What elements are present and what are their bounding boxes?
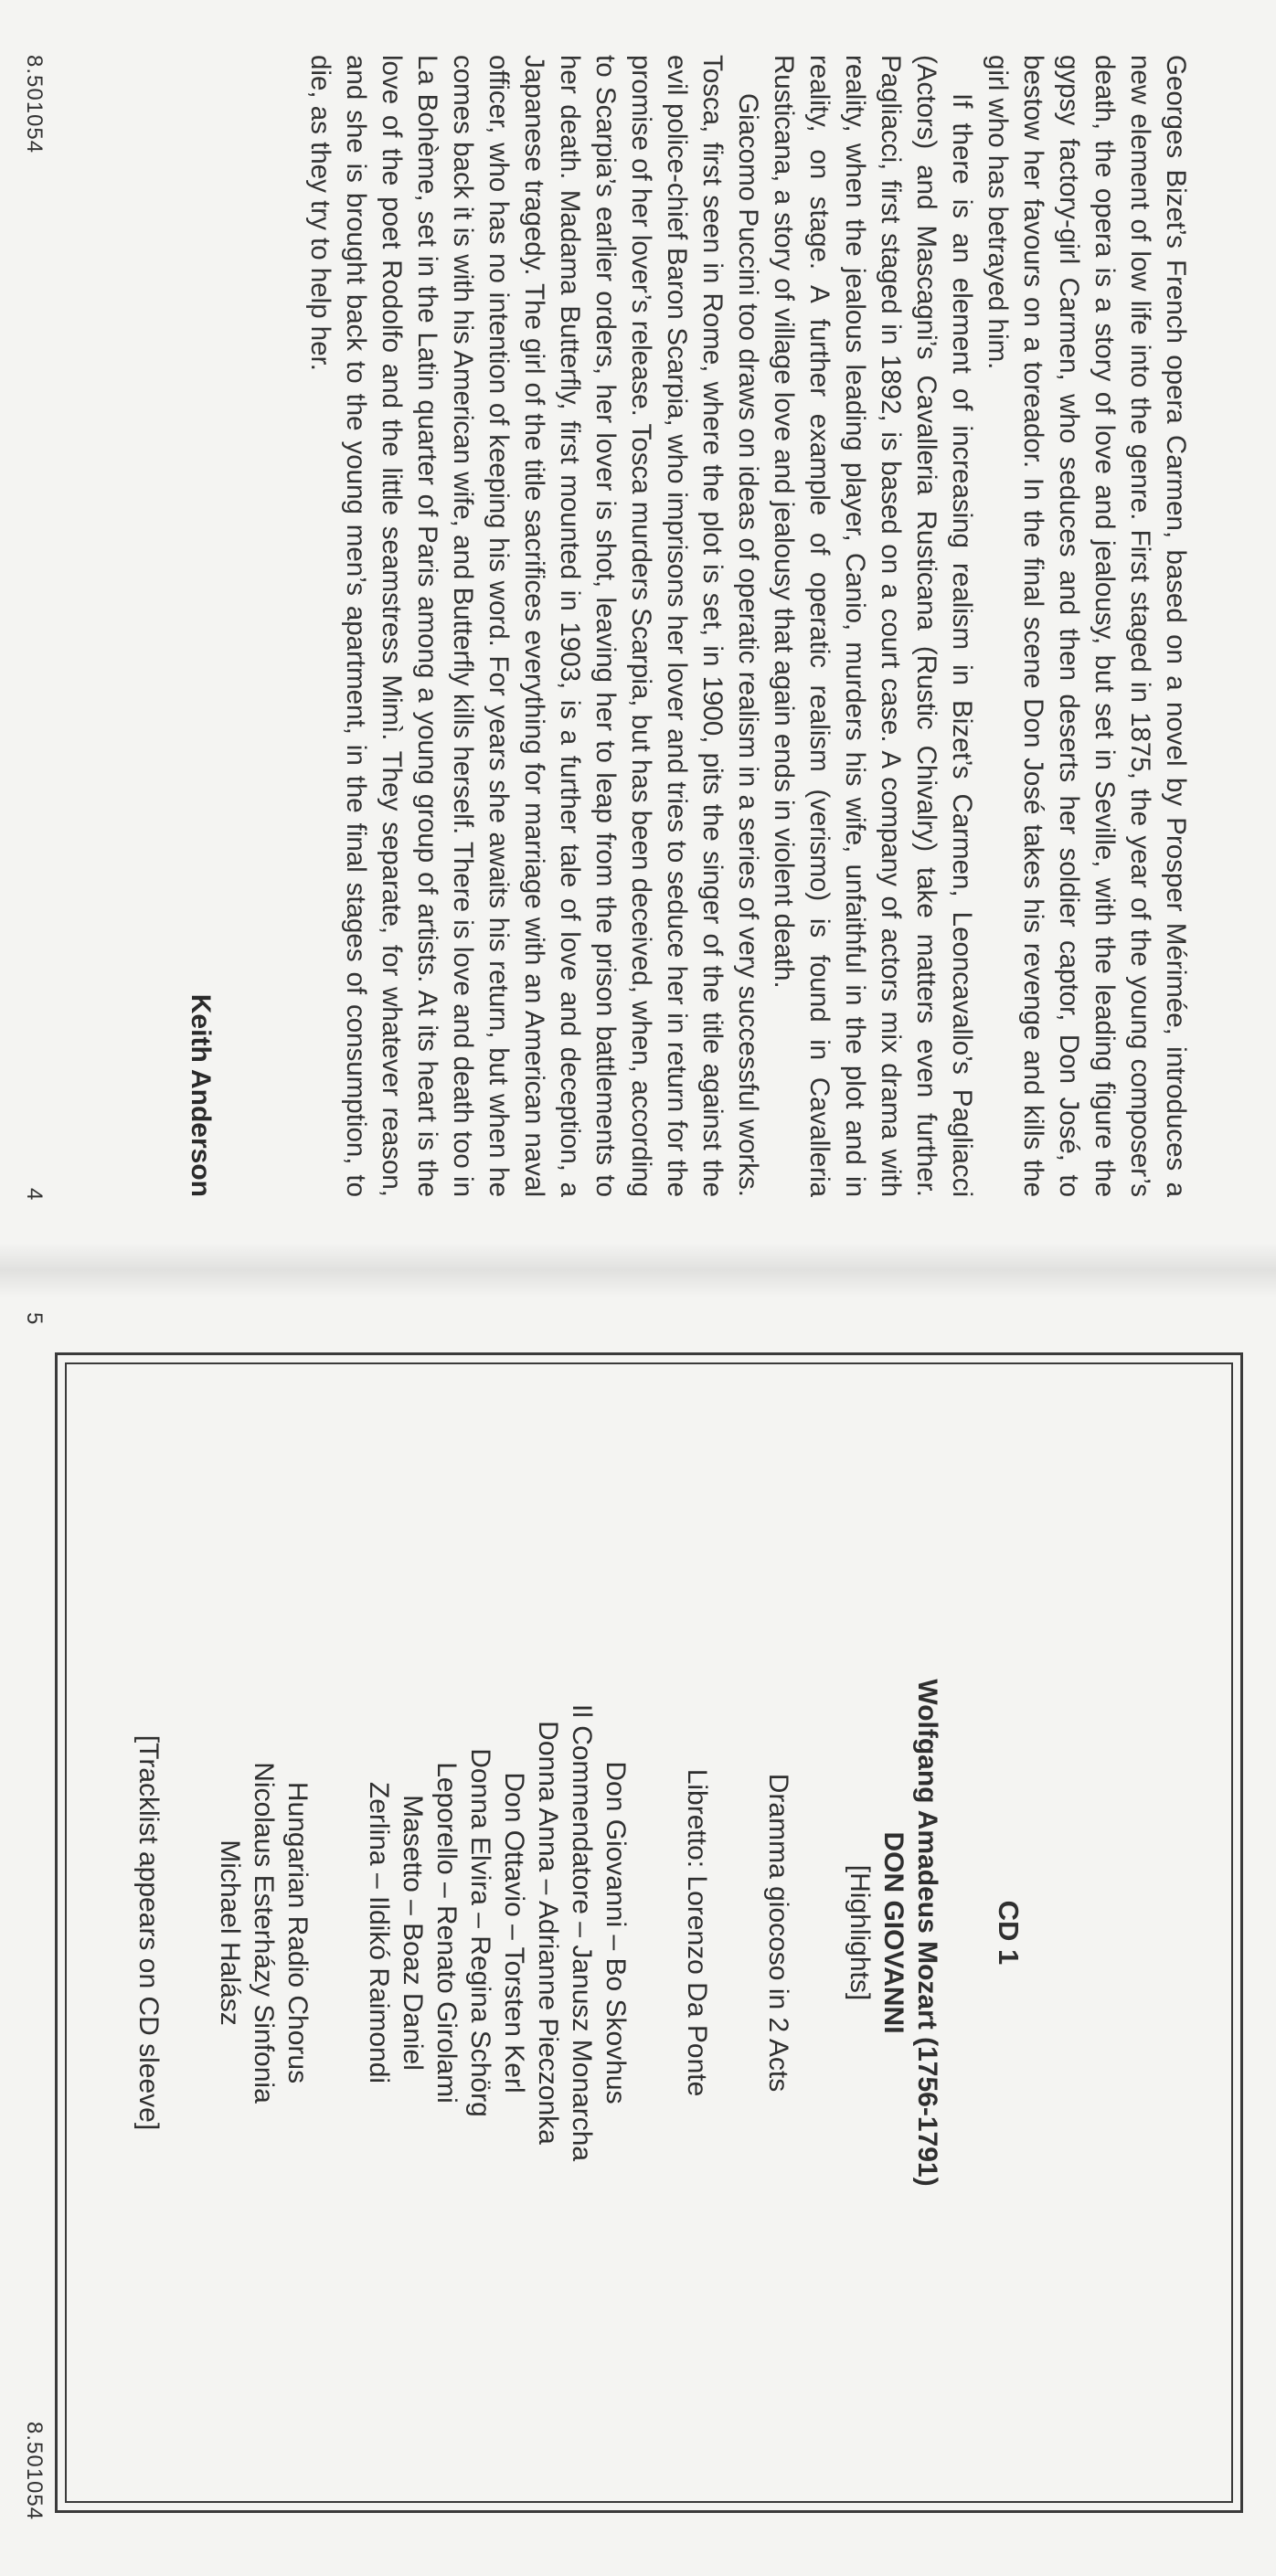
- essay-paragraph: Giacomo Puccini too draws on ideas of operatic realism in a series of very successful works. Tosca, first seen in Rome, where the plot is set, in 1900, pits the singer of the title against the evil police-chief Baron Scarpia, who imprisons her lover and tries to seduce her in return for the promise of her lover’s release. Tosca murders Scarpia, but has been deceived, when, according to Scarpia’s earlier orders, her lover is shot, leaving her to leap from the prison battlements to her death. Madama Butterfly, first mounted in 1903, is a further tale of love and deception, a Japanese tragedy. The girl of the title sacrifices everything for marriage with an American naval officer, who has no intention of keeping his word. For years she awaits his return, but when he comes back it is with his American wife, and Butterfly kills herself. There is love and death too in La Bohème, set in the Latin quarter of Paris among a young group of artists. At its heart is the love of the poet Rodolfo and the little seamstress Mimì. They separate, for whatever reason, and she is brought back to the young men’s apartment, in the final stages of consumption, to die, as they try to help her.: [305, 55, 763, 1197]
- essay-paragraph: Georges Bizet’s French opera Carmen, based on a novel by Prosper Mérimée, introduces a new element of low life into the genre. First staged in 1875, the year of the young composer’s death, the opera is a story of love and jealousy, but set in Seville, with the leading figure the gypsy factory-girl Carmen, who seduces and then deserts her soldier captor, Don José, to bestow her favours on a toreador. In the final scene Don José takes his revenge and kills the girl who has betrayed him.: [983, 55, 1191, 1197]
- opera-title: DON GIOVANNI: [878, 1831, 909, 2034]
- catalog-number: 8.501054: [22, 55, 47, 154]
- composer: Wolfgang Amadeus Mozart (1756-1791): [912, 1679, 942, 2187]
- cd-title: CD 1: [993, 1900, 1025, 1966]
- performer: Nicolaus Esterházy Sinfonia: [249, 1762, 279, 2104]
- catalog-number: 8.501054: [22, 2422, 47, 2521]
- cast-entry: Don Ottavio – Torsten Kerl: [499, 1772, 529, 2094]
- page-number: 5: [22, 1312, 47, 1325]
- essay-paragraph: If there is an element of increasing realism in Bizet’s Carmen, Leoncavallo’s Pagliacci (Actors) and Mascagni’s Cavalleria Rusticana (Rustic Chivalry) take matters even further. Pagliacci, first staged in 1892, is based on a court case. A company of actors mix drama with reality, when the jealous leading player, Canio, murders his wife, unfaithful in the plot and in reality, on stage. A further example of operatic realism (verismo) is found in Cavalleria Rusticana, a story of village love and jealousy that again ends in violent death.: [769, 55, 977, 1197]
- author-name: Keith Anderson: [186, 993, 216, 1197]
- cast-entry: Don Giovanni – Bo Skovhus: [601, 1761, 631, 2104]
- cast-entry: Donna Anna – Adrianne Pieczonka: [533, 1721, 563, 2145]
- tracklist-note: [Tracklist appears on CD sleeve]: [133, 1734, 164, 2131]
- cast-entry: Il Commendatore – Janusz Monarcha: [567, 1703, 597, 2162]
- performer: Michael Halász: [215, 1839, 245, 2026]
- page-number: 4: [22, 1188, 47, 1201]
- cast-entry: Zerlina – Ildikó Raimondi: [364, 1781, 394, 2084]
- performer: Hungarian Radio Chorus: [282, 1781, 313, 2084]
- performers-list: [213, 1355, 314, 2510]
- cast-list: [362, 1355, 633, 2510]
- double-border-frame: [55, 1352, 1243, 2513]
- essay-text: [303, 55, 1194, 1197]
- credits-page: [0, 1288, 1276, 2576]
- credits-block: [132, 1355, 1240, 2510]
- cast-entry: Leporello – Renato Girolami: [431, 1762, 462, 2104]
- essay-page: [0, 0, 1276, 1279]
- libretto: Libretto: Lorenzo Da Ponte: [682, 1768, 712, 2097]
- genre: Dramma giocoso in 2 Acts: [763, 1773, 793, 2093]
- cast-entry: Masetto – Boaz Daniel: [398, 1795, 428, 2071]
- cast-entry: Donna Elvira – Regina Schörg: [465, 1748, 495, 2117]
- opera-subtitle: [Highlights]: [845, 1864, 875, 2001]
